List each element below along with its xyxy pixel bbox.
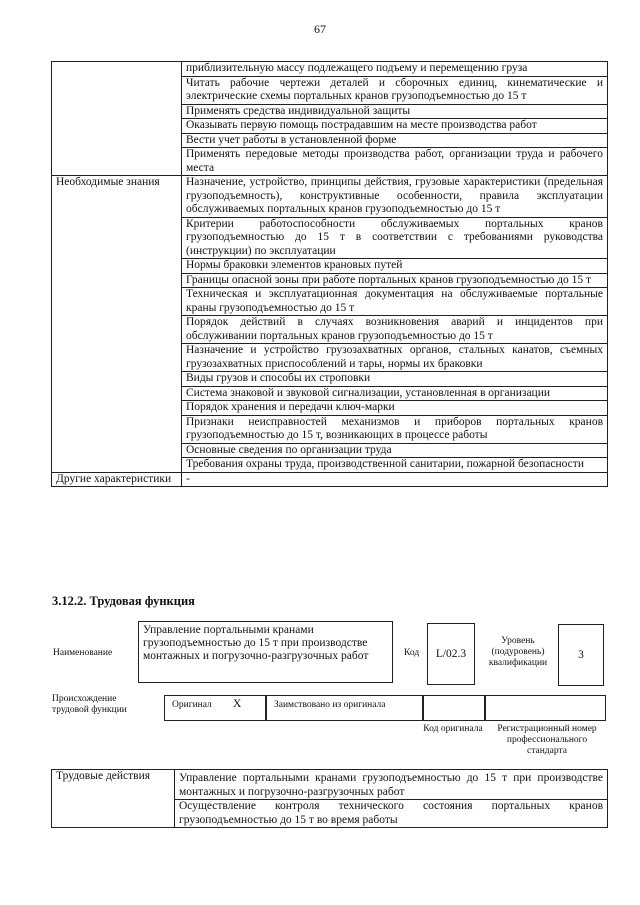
knowledge-item: Основные сведения по организации труда <box>182 443 608 458</box>
function-code-box <box>427 623 475 685</box>
page-number: 67 <box>314 22 326 36</box>
skill-item: Вести учет работы в установленной форме <box>182 133 608 148</box>
function-name: Управление портальными кранами грузоподъемностью до 15 т при производстве монтажных и погрузочно-разгрузочных работ <box>143 624 369 662</box>
action-item: Управление портальными кранами грузоподъемностью до 15 т при производстве монтажных и погрузочно-разгрузочных работ <box>175 770 608 800</box>
code-original-cell <box>422 695 486 721</box>
code-original-label: Код оригинала <box>423 724 483 734</box>
row-label-cell <box>52 62 182 176</box>
labor-actions-table <box>51 769 608 828</box>
knowledge-item: Назначение, устройство, принципы действия, грузовые характеристики (предельная грузоподъемность), конструктивные особенности, правила эксплуатации обслуживаемых портальных кранов грузоподъемностью до 15 т <box>182 176 608 218</box>
actions-label-cell: Трудовые действия <box>52 770 175 828</box>
skill-item: Применять передовые методы производства работ, организации труда и рабочего места <box>182 148 608 176</box>
other-label-cell: Другие характеристики <box>52 472 182 487</box>
original-label: Оригинал <box>172 700 212 710</box>
reg-number-cell <box>484 695 606 721</box>
qualification-level-box <box>558 624 604 686</box>
origin-label: Происхождение трудовой функции <box>52 694 127 715</box>
name-label: Наименование <box>53 648 113 658</box>
function-name-box <box>138 621 393 683</box>
skill-item: приблизительную массу подлежащего подъему и перемещению груза <box>182 62 608 77</box>
other-item: - <box>182 472 608 487</box>
knowledge-item: Нормы браковки элементов крановых путей <box>182 259 608 274</box>
knowledge-item: Границы опасной зоны при работе портальных кранов грузоподъемностью до 15 т <box>182 273 608 288</box>
original-mark: X <box>233 698 242 710</box>
function-code: L/02.3 <box>435 648 467 660</box>
level-label: Уровень (подуровень) квалификации <box>488 636 548 668</box>
table-row <box>52 472 608 487</box>
table-row <box>52 770 608 800</box>
code-label: Код <box>404 648 420 658</box>
skills-knowledge-table <box>51 61 608 487</box>
skill-item: Оказывать первую помощь пострадавшим на месте производства работ <box>182 119 608 134</box>
section-title: 3.12.2. Трудовая функция <box>52 594 195 608</box>
skill-item: Применять средства индивидуальной защиты <box>182 104 608 119</box>
knowledge-label-cell: Необходимые знания <box>52 176 182 473</box>
skill-item: Читать рабочие чертежи деталей и сборочных единиц, кинематические и электрические схемы портальных кранов грузоподъемностью до 15 т <box>182 76 608 104</box>
table-row <box>52 62 608 77</box>
qualification-level: 3 <box>578 649 584 661</box>
reg-number-label: Регистрационный номер профессионального стандарта <box>497 724 597 756</box>
knowledge-item: Виды грузов и способы их строповки <box>182 372 608 387</box>
knowledge-item: Критерии работоспособности обслуживаемых портальных кранов грузоподъемностью до 15 т в соответствии с требованиями руководства (инструкции) по эксплуатации <box>182 217 608 259</box>
knowledge-item: Порядок действий в случаях возникновения аварий и инцидентов при обслуживании портальных кранов грузоподъемностью до 15 т <box>182 316 608 344</box>
knowledge-item: Техническая и эксплуатационная документация на обслуживаемые портальные краны грузоподъемностью до 15 т <box>182 288 608 316</box>
action-item: Осуществление контроля технического состояния портальных кранов грузоподъемностью до 15 т во время работы <box>175 800 608 828</box>
knowledge-item: Назначение и устройство грузозахватных органов, стальных канатов, съемных грузозахватных приспособлений и тары, нормы их браковки <box>182 344 608 372</box>
borrowed-label: Заимствовано из оригинала <box>274 700 386 710</box>
knowledge-item: Требования охраны труда, производственной санитарии, пожарной безопасности <box>182 458 608 473</box>
knowledge-item: Порядок хранения и передачи ключ-марки <box>182 401 608 416</box>
knowledge-item: Система знаковой и звуковой сигнализации, установленная в организации <box>182 386 608 401</box>
knowledge-item: Признаки неисправностей механизмов и приборов портальных кранов грузоподъемностью до 15 т, возникающих в процессе работы <box>182 415 608 443</box>
table-row <box>52 176 608 218</box>
